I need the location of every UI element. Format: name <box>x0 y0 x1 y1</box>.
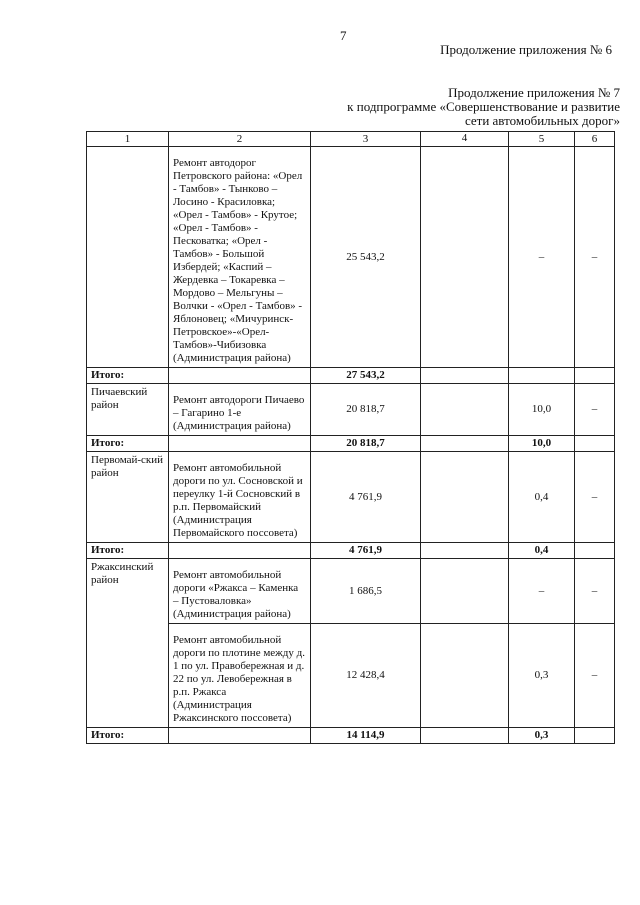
col4-cell <box>421 452 509 543</box>
total-label: Итого: <box>87 728 169 744</box>
col6-cell: – <box>575 559 615 624</box>
col6-cell: – <box>575 147 615 368</box>
total-label: Итого: <box>87 543 169 559</box>
table-row <box>87 384 615 436</box>
col5-cell: – <box>509 147 575 368</box>
description-text: Ремонт автомобильной дороги по плотине между д. 1 по ул. Правобережная и д. 22 по ул. Левобережная в р.п. Ржакса (Администрация Ржаксинского поссовета) <box>173 634 305 724</box>
total-label: Итого: <box>87 368 169 384</box>
col5-cell: 10,0 <box>509 384 575 436</box>
roads-table <box>86 131 615 744</box>
table-row <box>87 452 615 543</box>
col6-cell: – <box>575 452 615 543</box>
column-header: 3 <box>311 132 421 147</box>
col5-cell: – <box>509 559 575 624</box>
total-col5: 0,4 <box>509 543 575 559</box>
col5-cell: 0,3 <box>509 624 575 728</box>
col5-cell: 0,4 <box>509 452 575 543</box>
col4-cell <box>421 147 509 368</box>
total-row <box>87 368 615 384</box>
col6-cell <box>575 728 615 744</box>
continuation-appendix-6: Продолжение приложения № 6 <box>440 42 612 57</box>
col4-cell <box>421 728 509 744</box>
amount-cell: 1 686,5 <box>311 559 421 624</box>
col4-cell <box>421 543 509 559</box>
col4-cell <box>421 624 509 728</box>
total-row <box>87 728 615 744</box>
amount-cell: 4 761,9 <box>311 452 421 543</box>
col4-cell <box>421 436 509 452</box>
table-row <box>87 559 615 624</box>
description-cell <box>169 624 311 728</box>
total-row <box>87 543 615 559</box>
total-label: Итого: <box>87 436 169 452</box>
appendix-7-line2: к подпрограмме «Совершенствование и развитие <box>347 99 620 114</box>
total-amount: 4 761,9 <box>311 543 421 559</box>
col4-cell <box>421 559 509 624</box>
amount-cell: 20 818,7 <box>311 384 421 436</box>
column-header: 5 <box>509 132 575 147</box>
description-cell <box>169 147 311 368</box>
empty-cell <box>169 543 311 559</box>
total-amount: 20 818,7 <box>311 436 421 452</box>
amount-cell: 25 543,2 <box>311 147 421 368</box>
description-text: Ремонт автомобильной дороги по ул. Сосновской и переулку 1-й Сосновский в р.п. Первомайский (Администрация Первомайского поссовета) <box>173 462 303 539</box>
empty-cell <box>169 436 311 452</box>
amount-cell: 12 428,4 <box>311 624 421 728</box>
description-text: Ремонт автодорог Петровского района: «Орел - Тамбов» - Тынково – Лосино - Красиловка; «Орел - Тамбов» - Крутое; «Орел - Тамбов» - Песковатка; «Орел - Тамбов» - Большой Избердей; «Каспий – Жердевка – Токаревка – Мордово – Мельгуны – Волчки - «Орел - Тамбов» - Яблоновец; «Мичуринск-Петровское»-«Орел-Тамбов»-Чибизовка (Администрация района) <box>173 157 303 364</box>
description-cell <box>169 384 311 436</box>
column-header: 4 <box>421 132 509 147</box>
empty-cell <box>169 728 311 744</box>
column-header: 1 <box>87 132 169 147</box>
col4-cell <box>421 368 509 384</box>
district-cell: Пичаевский район <box>87 384 169 436</box>
empty-cell <box>169 368 311 384</box>
description-cell <box>169 452 311 543</box>
table-row <box>87 147 615 368</box>
appendix-7-line3: сети автомобильных дорог» <box>464 113 620 128</box>
total-amount: 14 114,9 <box>311 728 421 744</box>
column-number-row <box>87 132 615 147</box>
description-text: Ремонт автомобильной дороги «Ржакса – Каменка – Пустоваловка» (Администрация района) <box>173 569 299 620</box>
district-cell: Ржаксинский район <box>87 559 169 728</box>
col6-cell <box>575 543 615 559</box>
appendix-7-header <box>260 86 620 128</box>
total-col5: 10,0 <box>509 436 575 452</box>
col6-cell <box>575 436 615 452</box>
col4-cell <box>421 384 509 436</box>
col6-cell: – <box>575 384 615 436</box>
appendix-7-line1: Продолжение приложения № 7 <box>448 85 620 100</box>
column-header: 6 <box>575 132 615 147</box>
description-text: Ремонт автодороги Пичаево – Гагарино 1-е (Администрация района) <box>173 394 305 432</box>
page-number: 7 <box>340 28 347 43</box>
total-col5: 0,3 <box>509 728 575 744</box>
total-row <box>87 436 615 452</box>
description-cell <box>169 559 311 624</box>
total-col5 <box>509 368 575 384</box>
column-header: 2 <box>169 132 311 147</box>
col6-cell: – <box>575 624 615 728</box>
total-amount: 27 543,2 <box>311 368 421 384</box>
district-cell <box>87 147 169 368</box>
col6-cell <box>575 368 615 384</box>
district-cell: Первомай-ский район <box>87 452 169 543</box>
